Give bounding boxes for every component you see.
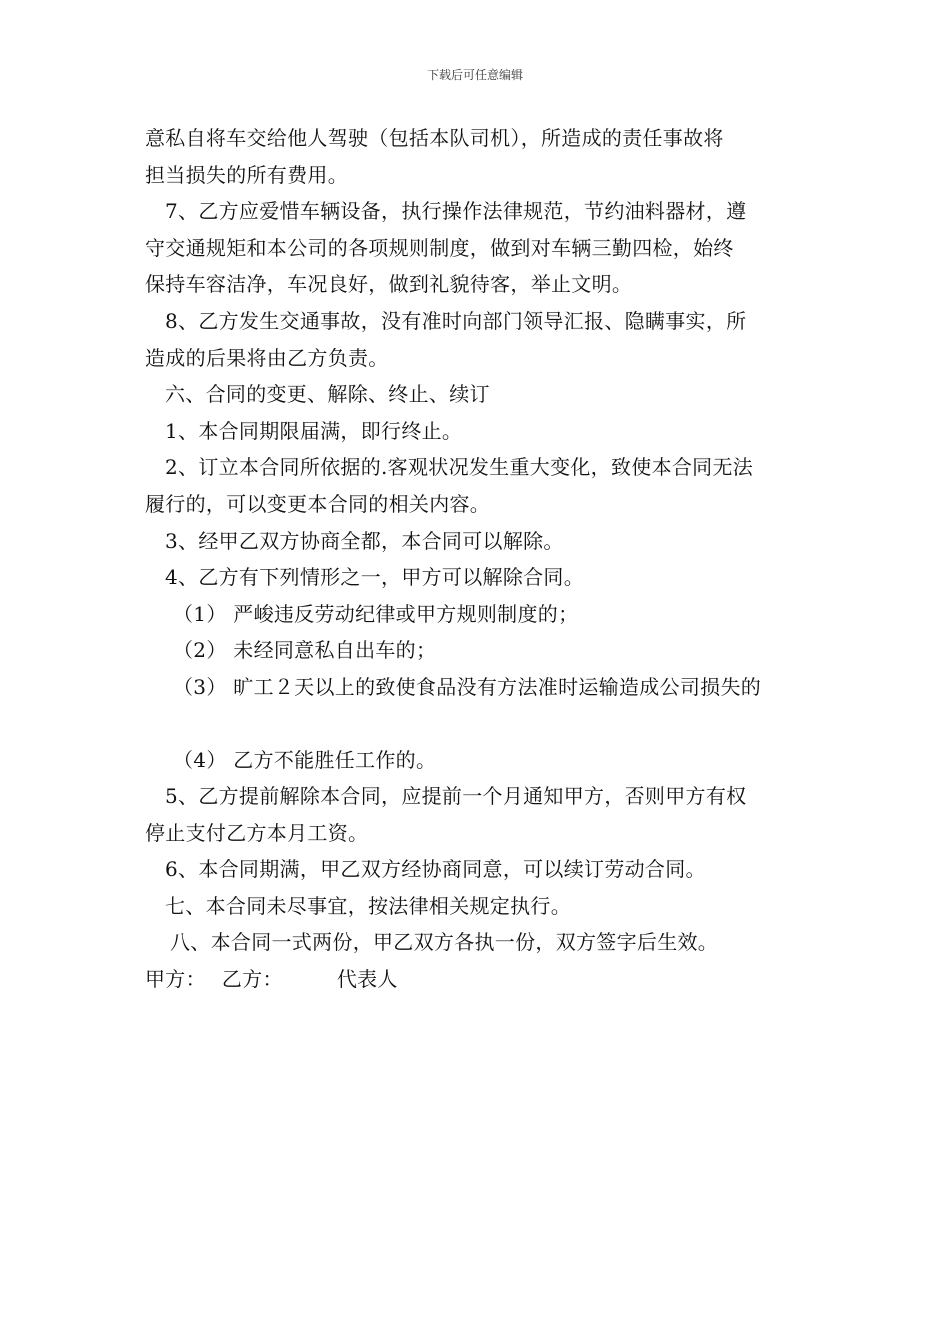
paragraph-line: 保持车容洁净，车况良好，做到礼貌待客，举止文明。	[145, 272, 633, 297]
document-body	[145, 120, 825, 998]
paragraph-line: 意私自将车交给他人驾驶（包括本队司机），所造成的责任事故将	[145, 126, 724, 150]
party-b-label: 乙方：	[221, 967, 283, 992]
clause-6-2: 2、订立本合同所依据的.客观状况发生重大变化，致使本合同无法	[165, 455, 754, 480]
paragraph-line: 担当损失的所有费用。	[145, 162, 348, 187]
paragraph-line: 停止支付乙方本月工资。	[145, 820, 369, 845]
blank-line	[145, 706, 825, 742]
section-8-line: 八、本合同一式两份，甲乙双方各执一份，双方签字后生效。	[170, 930, 719, 955]
section-6-heading: 六、合同的变更、解除、终止、续订	[165, 382, 490, 407]
clause-8-line: 8、乙方发生交通事故，没有准时向部门领导汇报、隐瞒事实，所	[165, 308, 747, 333]
sub-item-1: （1） 严峻违反劳动纪律或甲方规则制度的；	[173, 601, 579, 626]
sub-item-3: （3） 旷工２天以上的致使食品没有方法准时运输造成公司损失的	[173, 674, 762, 699]
representative-label: 代表人	[336, 967, 398, 992]
clause-7-line: 7、乙方应爱惜车辆设备，执行操作法律规范，节约油料器材，遵	[165, 199, 747, 224]
clause-6-1: 1、本合同期限届满，即行终止。	[165, 418, 463, 443]
clause-6-6: 6、本合同期满，甲乙双方经协商同意，可以续订劳动合同。	[165, 857, 706, 882]
clause-6-3: 3、经甲乙双方协商全都，本合同可以解除。	[165, 528, 564, 553]
paragraph-line: 守交通规矩和本公司的各项规则制度，做到对车辆三勤四检，始终	[145, 235, 734, 260]
paragraph-line: 造成的后果将由乙方负责。	[145, 345, 389, 370]
party-a-label: 甲方：	[145, 967, 206, 992]
clause-6-4: 4、乙方有下列情形之一，甲方可以解除合同。	[165, 565, 585, 590]
sub-item-4: （4） 乙方不能胜任工作的。	[173, 747, 437, 772]
page-header-note: 下载后可任意编辑	[426, 68, 523, 82]
sub-item-2: （2） 未经同意私自出车的；	[173, 638, 437, 663]
paragraph-line: 履行的，可以变更本合同的相关内容。	[145, 491, 491, 516]
section-7-line: 七、本合同未尽事宜，按法律相关规定执行。	[165, 893, 571, 918]
signature-row	[145, 961, 825, 998]
clause-6-5: 5、乙方提前解除本合同，应提前一个月通知甲方，否则甲方有权	[165, 784, 747, 809]
